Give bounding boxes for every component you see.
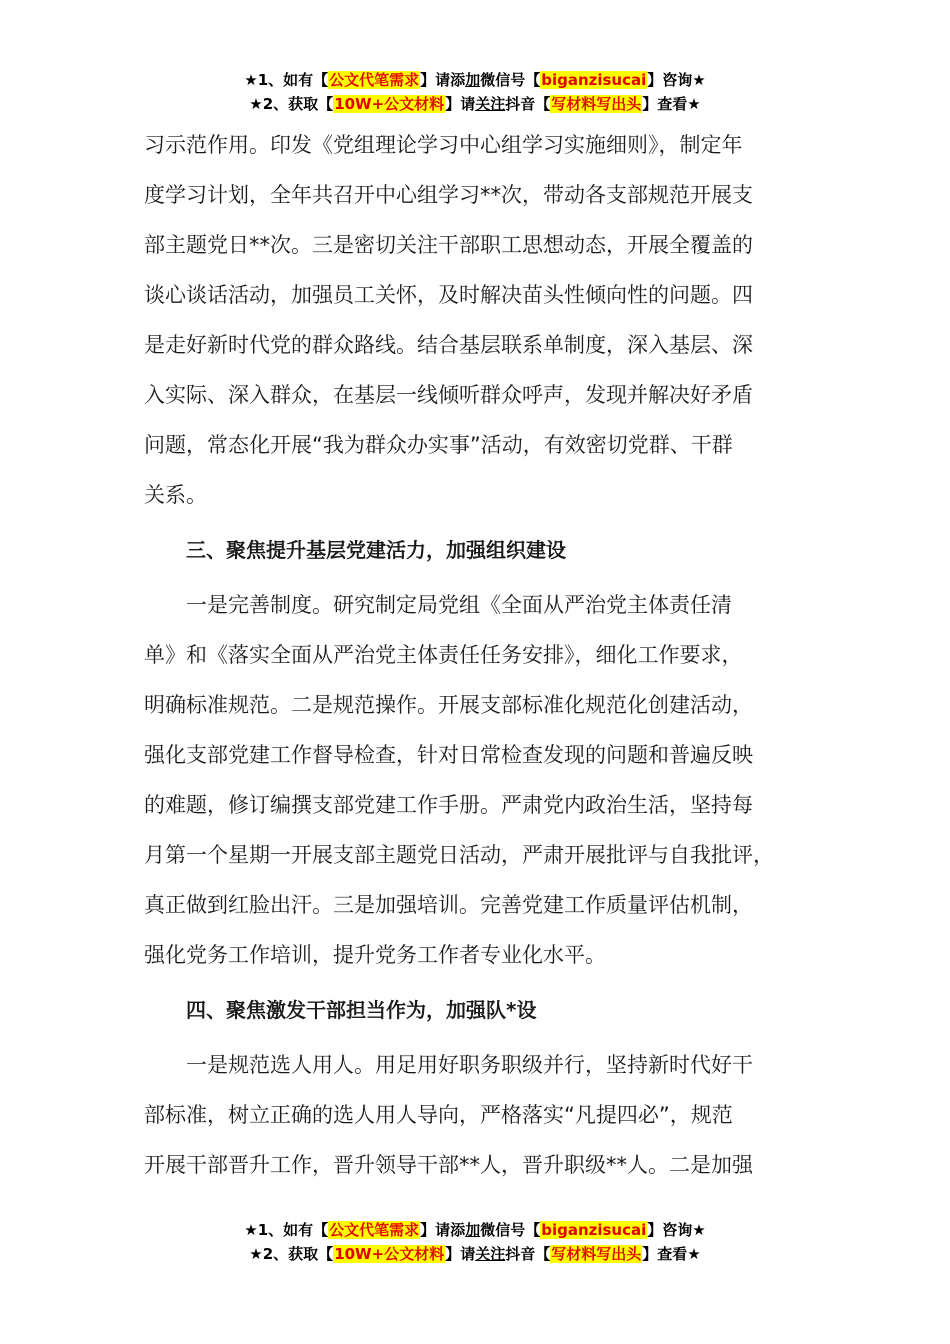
promo-text: 抖音【 [505, 95, 551, 113]
promo-line-2 [0, 1242, 950, 1266]
text-line: 关系。 [144, 483, 207, 507]
promo-highlight: 写材料写出头 [551, 1245, 642, 1263]
promo-underlined: 关注 [475, 1245, 506, 1263]
promo-highlight: 写材料写出头 [551, 95, 642, 113]
promo-highlight: biganzisucai [541, 71, 647, 89]
promo-text: ★2、获取【 [249, 1245, 334, 1263]
promo-text: 】查看★ [642, 95, 701, 113]
promo-text: 】请 [445, 95, 476, 113]
text-line: 明确标准规范。二是规范操作。开展支部标准化规范化创建活动， [144, 693, 753, 717]
promo-text: 微信号【 [480, 1221, 541, 1239]
text-line: 谈心谈话活动，加强员工关怀，及时解决苗头性倾向性的问题。四 [144, 283, 753, 307]
promo-line-2 [0, 92, 950, 116]
promo-highlight: 10W+公文材料 [334, 1245, 445, 1263]
paragraph-section-4 [144, 1040, 834, 1190]
promo-text: 微信号【 [480, 71, 541, 89]
promo-highlight: 公文代笔需求 [329, 71, 420, 89]
document-body [144, 120, 834, 1190]
text-line: 的难题，修订编撰支部党建工作手册。严肃党内政治生活，坚持每 [144, 793, 753, 817]
promo-text: 】请添 [420, 1221, 466, 1239]
promo-line-1 [0, 1218, 950, 1242]
text-line: 强化党务工作培训，提升党务工作者专业化水平。 [144, 943, 606, 967]
text-line: 部标准，树立正确的选人用人导向，严格落实“凡提四必”，规范 [144, 1103, 733, 1127]
text-line: 部主题党日**次。三是密切关注干部职工思想动态，开展全覆盖的 [144, 233, 753, 257]
promo-text: 】查看★ [642, 1245, 701, 1263]
section-heading-3: 三、聚焦提升基层党建活力，加强组织建设 [186, 538, 566, 562]
footer-promo-banner [0, 1218, 950, 1266]
text-line: 习示范作用。印发《党组理论学习中心组学习实施细则》，制定年 [144, 133, 743, 157]
promo-highlight: 公文代笔需求 [329, 1221, 420, 1239]
promo-text: 】请 [445, 1245, 476, 1263]
promo-underlined: 关注 [475, 95, 506, 113]
promo-text: 抖音【 [505, 1245, 551, 1263]
text-line: 单》和《落实全面从严治党主体责任任务安排》，细化工作要求， [144, 643, 743, 667]
text-line: 强化支部党建工作督导检查，针对日常检查发现的问题和普遍反映 [144, 743, 753, 767]
promo-text: 】请添 [420, 71, 466, 89]
text-line: 入实际、深入群众，在基层一线倾听群众呼声，发现并解决好矛盾 [144, 383, 753, 407]
section-heading-4: 四、聚焦激发干部担当作为，加强队*设 [186, 998, 537, 1022]
promo-text: ★1、如有【 [244, 71, 329, 89]
text-line: 一是完善制度。研究制定局党组《全面从严治党主体责任清 [186, 593, 732, 617]
text-line: 度学习计划，全年共召开中心组学习**次，带动各支部规范开展支 [144, 183, 753, 207]
paragraph-continued [144, 120, 834, 520]
promo-text: 】咨询★ [647, 1221, 706, 1239]
text-line: 月第一个星期一开展支部主题党日活动，严肃开展批评与自我批评， [144, 843, 774, 867]
promo-line-1 [0, 68, 950, 92]
promo-underlined: 加 [465, 1221, 481, 1239]
promo-text: ★1、如有【 [244, 1221, 329, 1239]
paragraph-section-3 [144, 580, 834, 980]
promo-text: ★2、获取【 [249, 95, 334, 113]
promo-text: 】咨询★ [647, 71, 706, 89]
text-line: 真正做到红脸出汗。三是加强培训。完善党建工作质量评估机制， [144, 893, 753, 917]
promo-highlight: 10W+公文材料 [334, 95, 445, 113]
text-line: 一是规范选人用人。用足用好职务职级并行，坚持新时代好干 [186, 1053, 753, 1077]
text-line: 问题，常态化开展“我为群众办实事”活动，有效密切党群、干群 [144, 433, 733, 457]
header-promo-banner [0, 68, 950, 116]
promo-highlight: biganzisucai [541, 1221, 647, 1239]
promo-underlined: 加 [465, 71, 481, 89]
text-line: 是走好新时代党的群众路线。结合基层联系单制度，深入基层、深 [144, 333, 753, 357]
text-line: 开展干部晋升工作，晋升领导干部**人，晋升职级**人。二是加强 [144, 1153, 753, 1177]
